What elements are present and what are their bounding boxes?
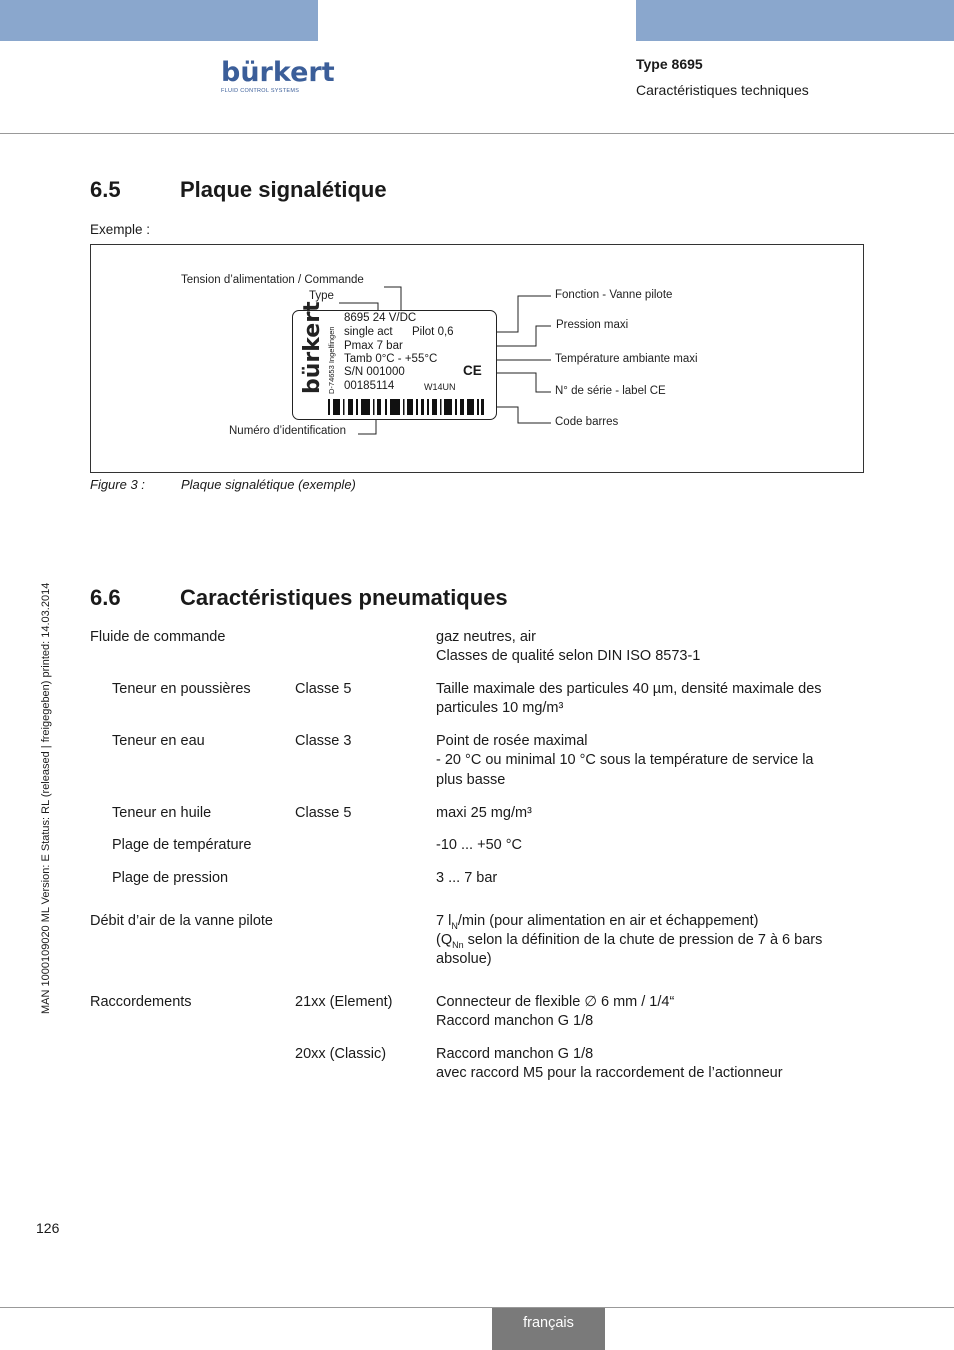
row-value: gaz neutres, air <box>436 629 536 645</box>
row-class: 20xx (Classic) <box>295 1046 387 1062</box>
footer-divider <box>0 1307 954 1308</box>
row-label: Fluide de commande <box>90 629 226 645</box>
plate-code: W14UN <box>424 382 456 392</box>
language-tab[interactable]: français <box>492 1308 605 1350</box>
row-value: - 20 °C ou minimal 10 °C sous la température de service la <box>436 752 814 768</box>
row-value: avec raccord M5 pour la raccordement de l’actionneur <box>436 1065 783 1081</box>
plate-line-2: single act <box>344 326 393 338</box>
label-serie: N° de série - label CE <box>555 385 666 397</box>
row-label: Teneur en eau <box>112 733 205 749</box>
example-label: Exemple : <box>90 222 151 237</box>
plate-line-3: Pmax 7 bar <box>344 340 403 352</box>
plate-brand: bürkert <box>300 301 325 394</box>
row-value: -10 ... +50 °C <box>436 837 522 853</box>
section-number: 6.5 <box>90 177 121 202</box>
label-pression: Pression maxi <box>556 319 629 331</box>
document-info-sidebar: MAN 1000109020 ML Version: E Status: RL (released | freigegeben) printed: 14.03.2014 <box>40 582 52 1014</box>
row-label: Débit d’air de la vanne pilote <box>90 913 273 929</box>
label-temperature: Température ambiante maxi <box>555 353 698 365</box>
brand-tagline: FLUID CONTROL SYSTEMS <box>221 88 300 94</box>
section-number: 6.6 <box>90 585 121 610</box>
label-code-barres: Code barres <box>555 416 619 428</box>
row-label: Teneur en huile <box>112 805 212 821</box>
row-value: plus basse <box>436 772 506 788</box>
row-value: Taille maximale des particules 40 µm, densité maximale des <box>436 681 822 697</box>
row-class: 21xx (Element) <box>295 994 393 1010</box>
row-label: Plage de température <box>112 837 252 853</box>
barcode-icon <box>328 397 488 417</box>
row-class: Classe 5 <box>295 681 352 697</box>
label-identification: Numéro d’identification <box>229 425 346 437</box>
row-value: 7 $l_N/\min$ (pour alimentation en air et échappement) <box>436 913 759 931</box>
label-fonction: Fonction - Vanne pilote <box>555 289 673 301</box>
plate-line-6: 00185114 <box>344 380 395 392</box>
row-class: Classe 3 <box>295 733 352 749</box>
figure-number: Figure 3 : <box>90 477 145 492</box>
row-value: Point de rosée maximal <box>436 733 588 749</box>
row-value: Raccord manchon G 1/8 <box>436 1013 594 1029</box>
leader-lines <box>0 0 954 500</box>
row-class: Classe 5 <box>295 805 352 821</box>
plate-pilot: Pilot 0,6 <box>412 326 454 338</box>
row-value: absolue) <box>436 951 492 967</box>
row-label: Teneur en poussières <box>112 681 251 697</box>
figure-caption: Plaque signalétique (exemple) <box>181 477 356 492</box>
row-value: particules 10 mg/m³ <box>436 700 564 716</box>
row-label: Raccordements <box>90 994 192 1010</box>
page-number: 126 <box>36 1220 60 1236</box>
header-subtitle: Caractéristiques techniques <box>636 82 809 98</box>
section-title: Plaque signalétique <box>180 177 387 202</box>
row-value: 3 ... 7 bar <box>436 870 498 886</box>
section-title: Caractéristiques pneumatiques <box>180 585 508 610</box>
plate-line-4: Tamb 0°C - +55°C <box>344 353 438 365</box>
row-value: maxi 25 mg/m³ <box>436 805 532 821</box>
row-label: Plage de pression <box>112 870 229 886</box>
plate-line-1: 8695 24 V/DC <box>344 312 417 324</box>
plate-address: D-74653 Ingelfingen <box>327 326 336 394</box>
ce-mark: CE <box>463 363 482 378</box>
row-value: ($Q_{Nn}$ selon la définition de la chute de pression de 7 à 6 bars <box>436 932 823 950</box>
row-value: Raccord manchon G 1/8 <box>436 1046 594 1062</box>
plate-line-5: S/N 001000 <box>344 366 405 378</box>
brand-logo: bürkert <box>221 57 335 88</box>
label-tension: Tension d’alimentation / Commande <box>181 274 364 286</box>
row-value: Connecteur de flexible ∅ 6 mm / 1/4“ <box>436 994 675 1010</box>
label-type: Type <box>309 290 334 302</box>
row-value: Classes de qualité selon DIN ISO 8573-1 <box>436 648 701 664</box>
header-type: Type 8695 <box>636 56 703 72</box>
